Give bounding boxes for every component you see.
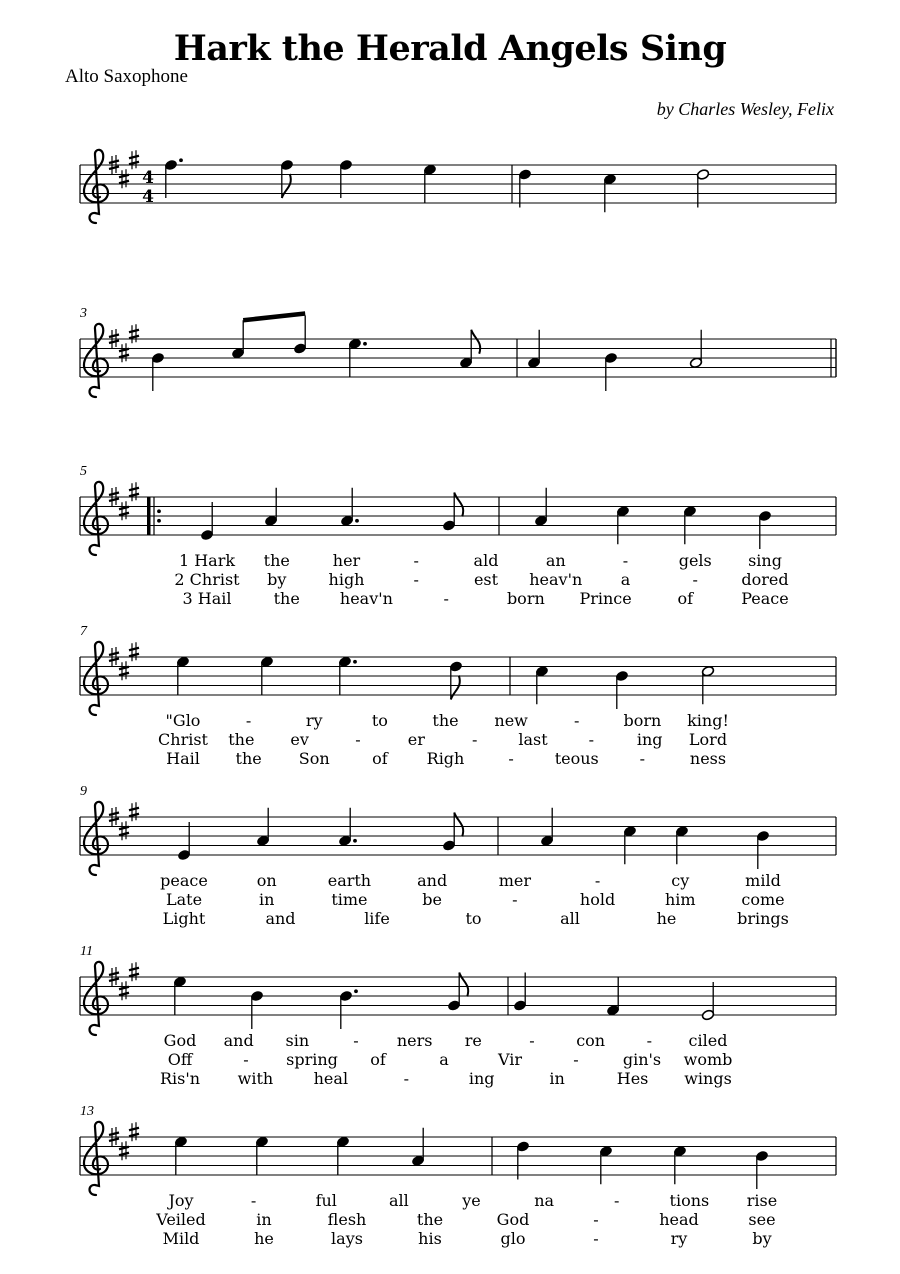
lyric-syllable: heav'n xyxy=(339,589,393,608)
note xyxy=(280,159,293,198)
lyric-hyphen: - xyxy=(443,589,449,608)
lyric-syllable: he xyxy=(254,1229,274,1248)
lyric-syllable: teous xyxy=(554,749,599,768)
lyric-syllable: see xyxy=(748,1210,776,1229)
lyric-syllable: cy xyxy=(671,871,690,890)
lyric-syllable: all xyxy=(560,909,580,928)
sharp-icon xyxy=(129,324,139,343)
sharp-icon xyxy=(119,661,129,680)
note xyxy=(174,1136,187,1175)
lyric-syllable: Peace xyxy=(741,589,789,608)
sharp-icon xyxy=(119,501,129,520)
lyric-syllable: his xyxy=(418,1229,442,1248)
lyric-syllable: the xyxy=(273,589,300,608)
lyric-syllable: Ris'n xyxy=(159,1069,201,1088)
lyric-syllable: in xyxy=(549,1069,565,1088)
lyric-syllable: to xyxy=(465,909,482,928)
lyric-syllable: earth xyxy=(327,871,372,890)
staff-system xyxy=(80,150,836,223)
lyric-syllable: life xyxy=(364,909,390,928)
lyric-syllable: the xyxy=(235,749,262,768)
beam xyxy=(243,314,305,321)
lyric-syllable: the xyxy=(228,730,255,749)
lyric-syllable: Mild xyxy=(162,1229,200,1248)
lyric-syllable: Veiled xyxy=(156,1210,206,1229)
measure-number: 7 xyxy=(80,624,87,639)
lyric-hyphen: - xyxy=(512,890,518,909)
lyric-syllable: by xyxy=(267,570,287,589)
note xyxy=(423,164,436,203)
measure-number: 9 xyxy=(80,784,87,799)
lyric-hyphen: - xyxy=(646,1031,653,1050)
treble-clef-icon xyxy=(84,962,108,1035)
lyric-hyphen: - xyxy=(250,1191,257,1210)
note xyxy=(256,808,269,847)
note xyxy=(340,488,359,527)
lyric-hyphen: - xyxy=(692,570,698,589)
staff-system xyxy=(79,306,836,397)
note xyxy=(336,1136,349,1175)
lyric-syllable: spring xyxy=(286,1050,338,1069)
lyric-syllable: tions xyxy=(669,1191,710,1210)
lyric-syllable: new xyxy=(494,711,528,730)
note xyxy=(151,352,164,391)
note xyxy=(264,488,277,527)
lyric-syllable: sin xyxy=(285,1031,310,1050)
note xyxy=(535,665,548,704)
dot xyxy=(354,989,358,993)
note xyxy=(200,502,213,541)
note xyxy=(518,169,531,208)
lyric-syllable: of xyxy=(372,749,388,768)
lyric-syllable: ners xyxy=(396,1031,433,1050)
lyric-syllable: mer xyxy=(498,871,532,890)
note xyxy=(411,1128,424,1167)
lyric-syllable: her xyxy=(332,551,361,570)
lyric-syllable: Joy xyxy=(168,1191,194,1210)
sharp-icon xyxy=(129,642,139,661)
lyric-hyphen: - xyxy=(403,1069,409,1088)
measure-number: 5 xyxy=(80,464,87,479)
note xyxy=(701,665,714,704)
lyric-hyphen: - xyxy=(353,1031,359,1050)
lyric-syllable: rise xyxy=(746,1191,778,1210)
measure-number: 11 xyxy=(80,944,93,959)
staff-system xyxy=(80,464,836,608)
lyric-hyphen: - xyxy=(593,1229,599,1248)
lyric-hyphen: - xyxy=(413,551,419,570)
sharp-icon xyxy=(129,482,139,501)
lyric-syllable: gin's xyxy=(622,1050,662,1069)
score-title: Hark the Herald Angels Sing xyxy=(173,28,727,69)
lyric-syllable: wings xyxy=(684,1069,732,1088)
lyric-syllable: ald xyxy=(473,551,499,570)
note xyxy=(534,488,547,527)
note xyxy=(459,330,480,369)
lyric-syllable: sing xyxy=(748,551,782,570)
lyric-syllable: to xyxy=(371,711,388,730)
lyric-hyphen: - xyxy=(471,730,478,749)
note xyxy=(696,169,709,208)
lyric-syllable: na xyxy=(534,1191,555,1210)
lyric-syllable: of xyxy=(370,1050,386,1069)
lyric-syllable: last xyxy=(518,730,548,749)
lyric-syllable: Prince xyxy=(579,589,632,608)
lyric-hyphen: - xyxy=(355,730,361,749)
note xyxy=(338,808,357,847)
flag xyxy=(459,973,468,997)
sharp-icon xyxy=(129,802,139,821)
sharp-icon xyxy=(129,150,139,169)
lyric-syllable: hold xyxy=(579,890,616,909)
note xyxy=(255,1136,268,1175)
staff-system xyxy=(80,784,836,928)
lyric-syllable: glo xyxy=(500,1229,526,1248)
lyric-syllable: ciled xyxy=(688,1031,728,1050)
lyric-syllable: and xyxy=(417,871,448,890)
lyric-syllable: ness xyxy=(689,749,727,768)
lyric-syllable: ry xyxy=(305,711,323,730)
treble-clef-icon xyxy=(84,802,108,875)
lyric-syllable: born xyxy=(623,711,662,730)
lyric-syllable: Son xyxy=(298,749,330,768)
sharp-icon xyxy=(119,343,129,362)
lyric-syllable: brings xyxy=(737,909,789,928)
lyric-hyphen: - xyxy=(529,1031,535,1050)
note xyxy=(689,330,702,369)
flag xyxy=(454,493,463,517)
flag xyxy=(471,330,480,354)
lyric-syllable: Light xyxy=(162,909,206,928)
sharp-icon xyxy=(119,821,129,840)
lyric-syllable: in xyxy=(259,890,275,909)
lyric-syllable: re xyxy=(464,1031,482,1050)
note xyxy=(606,977,619,1016)
treble-clef-icon xyxy=(84,150,108,223)
lyric-hyphen: - xyxy=(588,730,595,749)
time-signature-top: 4 xyxy=(142,168,154,189)
lyric-hyphen: - xyxy=(573,1050,579,1069)
lyric-syllable: Vir xyxy=(497,1050,523,1069)
lyric-syllable: the xyxy=(432,711,459,730)
lyric-syllable: gels xyxy=(678,551,712,570)
lyric-syllable: heav'n xyxy=(529,570,583,589)
lyric-syllable: in xyxy=(256,1210,272,1229)
lyric-hyphen: - xyxy=(622,551,629,570)
note xyxy=(604,352,617,391)
staff-system xyxy=(80,624,836,768)
lyric-syllable: with xyxy=(237,1069,274,1088)
staff-system xyxy=(80,1104,836,1248)
lyric-syllable: born xyxy=(506,589,545,608)
note xyxy=(755,1150,768,1189)
lyric-syllable: an xyxy=(545,551,566,570)
lyric-syllable: 1 Hark xyxy=(178,551,236,570)
lyric-syllable: Off xyxy=(167,1050,193,1069)
dot xyxy=(179,158,183,162)
lyric-syllable: ry xyxy=(670,1229,688,1248)
note xyxy=(513,973,526,1012)
lyric-syllable: heal xyxy=(313,1069,349,1088)
composer-credit: by Charles Wesley, Felix xyxy=(656,99,834,119)
lyric-syllable: of xyxy=(677,589,694,608)
note xyxy=(616,505,629,544)
note xyxy=(675,825,688,864)
note xyxy=(527,330,540,369)
lyric-syllable: be xyxy=(422,890,443,909)
lyric-syllable: Lord xyxy=(688,730,728,749)
lyric-syllable: Christ xyxy=(158,730,208,749)
time-signature-bottom: 4 xyxy=(142,187,154,208)
lyric-syllable: a xyxy=(439,1050,449,1069)
lyric-syllable: "Glo xyxy=(165,711,201,730)
lyric-syllable: Righ xyxy=(426,749,465,768)
sharp-icon xyxy=(129,962,139,981)
measure-number: 13 xyxy=(80,1104,94,1119)
lyric-syllable: a xyxy=(620,570,631,589)
lyric-syllable: est xyxy=(473,570,499,589)
lyric-syllable: lays xyxy=(331,1229,363,1248)
treble-clef-icon xyxy=(84,1122,108,1195)
note xyxy=(701,982,714,1021)
lyric-syllable: God xyxy=(496,1210,530,1229)
note xyxy=(176,656,189,695)
note xyxy=(164,158,183,198)
note xyxy=(260,656,273,695)
note xyxy=(293,316,306,355)
lyric-syllable: mild xyxy=(745,871,781,890)
lyric-syllable: by xyxy=(752,1229,772,1248)
lyric-syllable: ful xyxy=(315,1191,337,1210)
note xyxy=(449,661,462,700)
lyric-syllable: ing xyxy=(468,1069,495,1088)
lyric-syllable: time xyxy=(331,890,368,909)
lyric-syllable: er xyxy=(407,730,425,749)
flag xyxy=(454,813,463,837)
lyric-syllable: womb xyxy=(683,1050,733,1069)
note xyxy=(250,990,263,1029)
note xyxy=(348,338,367,377)
dot xyxy=(353,839,357,843)
note xyxy=(339,989,358,1029)
note xyxy=(756,830,769,869)
lyric-syllable: God xyxy=(163,1031,197,1050)
lyric-hyphen: - xyxy=(508,749,514,768)
instrument-label: Alto Saxophone xyxy=(65,66,188,87)
lyric-hyphen: - xyxy=(574,711,580,730)
lyric-syllable: Hail xyxy=(166,749,200,768)
lyric-hyphen: - xyxy=(614,1191,620,1210)
note xyxy=(603,173,616,212)
lyric-syllable: all xyxy=(388,1191,409,1210)
dot xyxy=(353,660,357,664)
flag xyxy=(451,676,460,700)
measure-number: 3 xyxy=(80,306,87,321)
note xyxy=(673,1145,686,1184)
lyric-syllable: ye xyxy=(462,1191,481,1210)
note xyxy=(623,825,636,864)
lyric-syllable: ev xyxy=(290,730,309,749)
sharp-icon xyxy=(119,981,129,1000)
flag xyxy=(282,174,291,198)
repeat-dot xyxy=(157,509,161,513)
lyric-hyphen: - xyxy=(594,871,601,890)
lyric-syllable: he xyxy=(656,909,677,928)
lyric-syllable: the xyxy=(416,1210,444,1229)
treble-clef-icon xyxy=(84,324,108,397)
note xyxy=(516,1141,529,1180)
sharp-icon xyxy=(129,1122,139,1141)
lyric-syllable: him xyxy=(664,890,696,909)
staff-system xyxy=(80,944,836,1088)
lyric-syllable: Hes xyxy=(616,1069,649,1088)
lyric-hyphen: - xyxy=(243,1050,249,1069)
dot xyxy=(355,519,359,523)
lyric-syllable: Late xyxy=(165,890,203,909)
lyric-syllable: con xyxy=(576,1031,606,1050)
note xyxy=(338,656,357,695)
lyric-hyphen: - xyxy=(245,711,252,730)
note xyxy=(599,1145,612,1184)
note xyxy=(758,510,771,549)
lyric-syllable: king! xyxy=(687,711,729,730)
repeat-thick-bar xyxy=(147,497,151,535)
dot xyxy=(363,342,367,346)
lyric-syllable: and xyxy=(265,909,296,928)
sharp-icon xyxy=(119,169,129,188)
lyric-syllable: flesh xyxy=(327,1210,367,1229)
lyric-syllable: the xyxy=(263,551,290,570)
lyric-syllable: come xyxy=(741,890,785,909)
lyric-hyphen: - xyxy=(413,570,419,589)
lyric-syllable: dored xyxy=(741,570,789,589)
lyric-syllable: high xyxy=(328,570,365,589)
lyric-syllable: head xyxy=(659,1210,699,1229)
lyric-syllable: ing xyxy=(636,730,663,749)
note xyxy=(339,159,352,198)
lyric-hyphen: - xyxy=(639,749,646,768)
lyric-syllable: 3 Hail xyxy=(182,589,232,608)
lyric-syllable: on xyxy=(256,871,277,890)
note xyxy=(177,822,190,861)
note xyxy=(231,320,244,359)
lyric-syllable: 2 Christ xyxy=(174,570,240,589)
repeat-dot xyxy=(157,519,161,523)
lyric-hyphen: - xyxy=(593,1210,599,1229)
note xyxy=(173,976,186,1015)
lyric-syllable: and xyxy=(223,1031,254,1050)
note xyxy=(540,808,553,847)
treble-clef-icon xyxy=(84,482,108,555)
note xyxy=(615,670,628,709)
treble-clef-icon xyxy=(84,642,108,715)
lyric-syllable: peace xyxy=(160,871,208,890)
note xyxy=(683,505,696,544)
sharp-icon xyxy=(119,1141,129,1160)
